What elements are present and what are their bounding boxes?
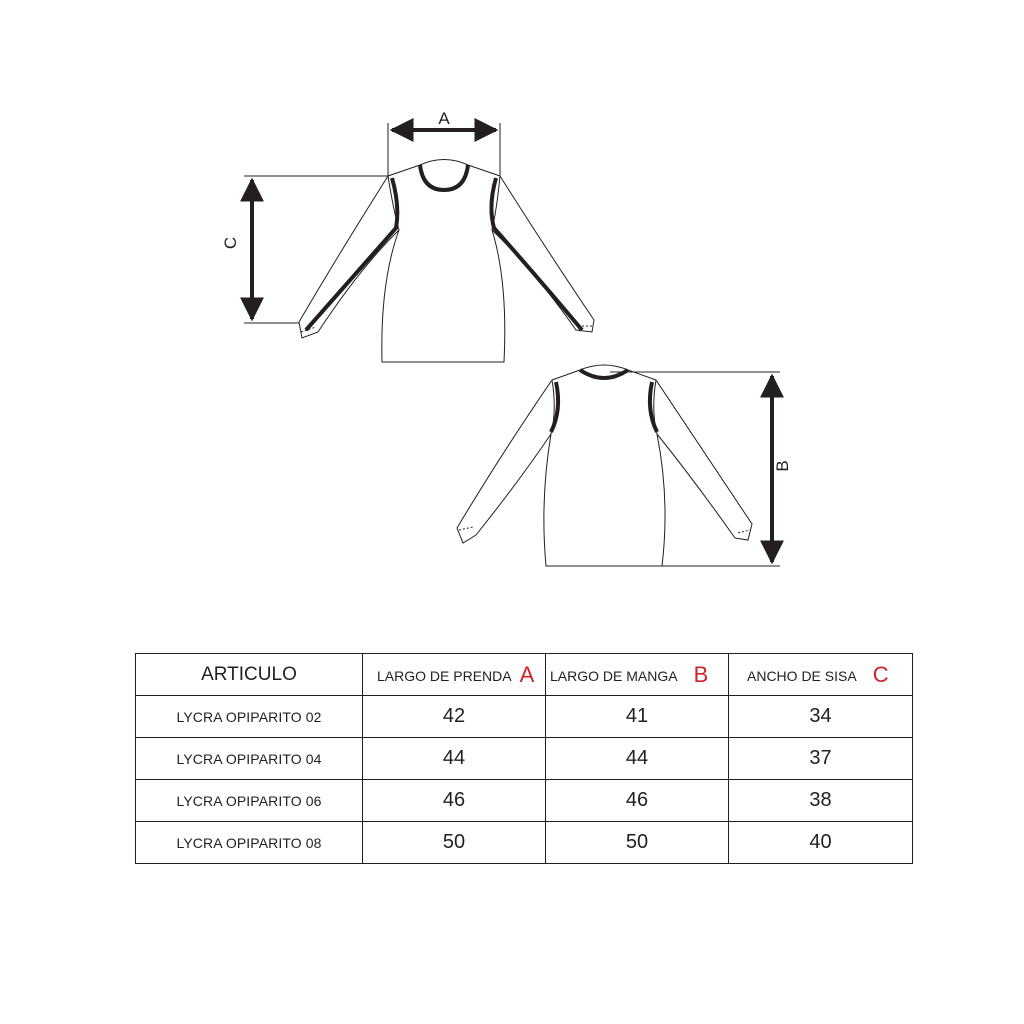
front-right-sleeve (492, 176, 594, 332)
front-neck-piping (420, 165, 468, 190)
table-row (136, 696, 913, 738)
header-label: LARGO DE PRENDA (377, 667, 512, 684)
front-shoulder-right (468, 165, 500, 176)
front-right-piping (491, 178, 582, 330)
largo-manga-cell: 46 (546, 780, 729, 822)
article-cell: LYCRA OPIPARITO 08 (136, 822, 363, 864)
header-label: ANCHO DE SISA (747, 667, 857, 684)
dimension-a (388, 123, 500, 176)
back-shoulder-left (552, 370, 580, 380)
back-garment-view (457, 365, 752, 566)
largo-prenda-cell: 46 (363, 780, 546, 822)
front-neck-back (420, 160, 468, 166)
ancho-sisa-cell: 34 (729, 696, 913, 738)
front-garment-view (299, 160, 594, 363)
back-left-cuff-stitch (459, 527, 473, 530)
article-cell: LYCRA OPIPARITO 02 (136, 696, 363, 738)
largo-manga-cell: 44 (546, 738, 729, 780)
back-left-sleeve (457, 380, 552, 543)
largo-prenda-cell: 42 (363, 696, 546, 738)
dimension-a-label: A (438, 109, 450, 128)
table-row (136, 738, 913, 780)
front-shoulder-left (388, 165, 420, 176)
header-letter-b: B (693, 661, 709, 687)
largo-manga-cell: 41 (546, 696, 729, 738)
back-neck-piping (580, 370, 628, 378)
table-header-row (136, 654, 913, 696)
dimension-b-label: B (773, 460, 792, 472)
header-letter-c: C (872, 661, 889, 687)
front-left-sleeve (299, 176, 399, 338)
header-label: ARTICULO (201, 663, 297, 685)
front-body-outline (382, 176, 505, 362)
table-row (136, 780, 913, 822)
article-cell: LYCRA OPIPARITO 04 (136, 738, 363, 780)
largo-prenda-cell: 44 (363, 738, 546, 780)
ancho-sisa-cell: 37 (729, 738, 913, 780)
article-cell: LYCRA OPIPARITO 06 (136, 780, 363, 822)
size-table (135, 653, 913, 864)
header-articulo (136, 654, 363, 696)
back-body-outline (544, 380, 665, 566)
dimension-b (610, 372, 780, 566)
ancho-sisa-cell: 40 (729, 822, 913, 864)
largo-manga-cell: 50 (546, 822, 729, 864)
header-letter-a: A (519, 661, 535, 687)
header-largo-prenda (363, 654, 546, 696)
header-label: LARGO DE MANGA (550, 667, 678, 684)
back-right-sleeve (656, 380, 752, 540)
header-largo-manga (546, 654, 729, 696)
back-right-cuff-stitch (738, 530, 750, 533)
header-ancho-sisa (729, 654, 913, 696)
largo-prenda-cell: 50 (363, 822, 546, 864)
table-row (136, 822, 913, 864)
ancho-sisa-cell: 38 (729, 780, 913, 822)
back-neck-front (580, 365, 628, 370)
dimension-c (244, 176, 388, 323)
dimension-c-label: C (221, 236, 240, 250)
